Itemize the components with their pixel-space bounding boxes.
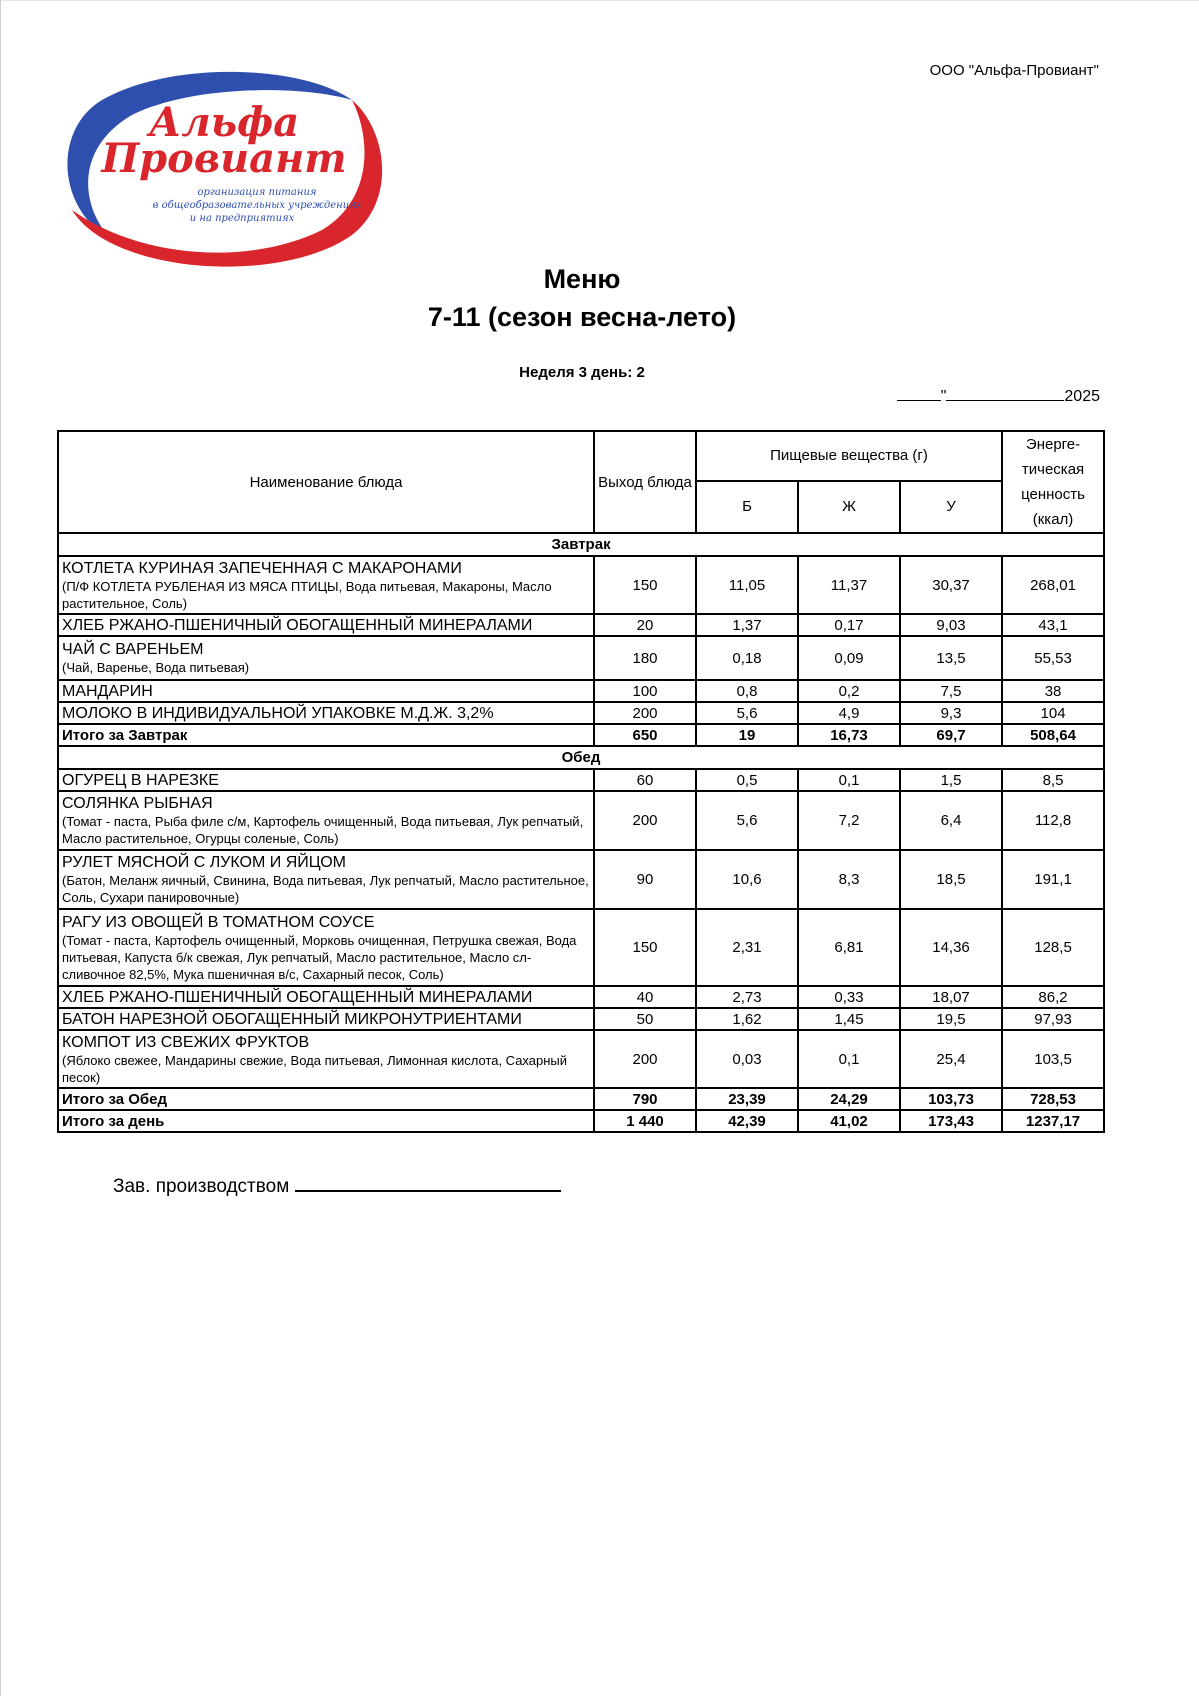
cell-protein: 5,6 [696, 791, 798, 850]
dish-composition: (Яблоко свежее, Мандарины свежие, Вода питьевая, Лимонная кислота, Сахарный песок) [62, 1052, 568, 1085]
cell-yield: 150 [594, 556, 696, 614]
total-label: Итого за день [58, 1110, 594, 1132]
cell-protein: 23,39 [696, 1088, 798, 1110]
dish-name: ЧАЙ С ВАРЕНЬЕМ [62, 641, 204, 658]
cell-yield: 20 [594, 614, 696, 636]
dish-name: РАГУ ИЗ ОВОЩЕЙ В ТОМАТНОМ СОУСЕ [62, 913, 375, 931]
cell-fat: 0,33 [798, 986, 900, 1008]
cell-energy: 86,2 [1002, 986, 1104, 1008]
company-name: ООО "Альфа-Провиант" [929, 62, 1099, 79]
cell-yield: 790 [594, 1088, 696, 1110]
cell-yield: 50 [594, 1008, 696, 1030]
dish-name: ХЛЕБ РЖАНО-ПШЕНИЧНЫЙ ОБОГАЩЕННЫЙ МИНЕРАЛАМИ [62, 616, 533, 634]
header-dish-name: Наименование блюда [58, 431, 594, 533]
cell-carbs: 103,73 [900, 1088, 1002, 1110]
cell-yield: 200 [594, 791, 696, 850]
page-subtitle: 7-11 (сезон весна-лето) [427, 302, 737, 332]
cell-protein: 0,03 [696, 1030, 798, 1088]
cell-energy: 103,5 [1002, 1030, 1104, 1088]
cell-carbs: 9,3 [900, 702, 1002, 724]
cell-carbs: 173,43 [900, 1110, 1002, 1132]
cell-protein: 0,5 [696, 769, 798, 791]
cell-yield: 90 [594, 850, 696, 909]
cell-fat: 7,2 [798, 791, 900, 850]
date-quote: " [940, 388, 947, 405]
table-row [58, 909, 1104, 986]
cell-fat: 24,29 [798, 1088, 900, 1110]
section-lunch: Обед [58, 746, 1104, 769]
cell-fat: 8,3 [798, 850, 900, 909]
table-row [58, 769, 1104, 791]
week-day-label: Неделя 3 день: 2 [519, 364, 645, 381]
dish-name: МОЛОКО В ИНДИВИДУАЛЬНОЙ УПАКОВКЕ М.Д.Ж. 3,2% [62, 704, 494, 722]
cell-protein: 42,39 [696, 1110, 798, 1132]
dish-composition: (Батон, Меланж яичный, Свинина, Вода питьевая, Лук репчатый, Масло растительное, Соль, Сухари панировочные) [62, 873, 589, 905]
cell-yield: 200 [594, 1030, 696, 1088]
cell-energy: 8,5 [1002, 769, 1104, 791]
dish-name: ХЛЕБ РЖАНО-ПШЕНИЧНЫЙ ОБОГАЩЕННЫЙ МИНЕРАЛАМИ [62, 988, 533, 1006]
cell-carbs: 6,4 [900, 791, 1002, 850]
cell-fat: 41,02 [798, 1110, 900, 1132]
header-carbs: У [900, 481, 1002, 533]
cell-energy: 43,1 [1002, 614, 1104, 636]
cell-carbs: 18,07 [900, 986, 1002, 1008]
cell-yield: 60 [594, 769, 696, 791]
cell-fat: 6,81 [798, 909, 900, 986]
table-row [58, 702, 1104, 724]
cell-energy: 104 [1002, 702, 1104, 724]
section-breakfast: Завтрак [58, 533, 1104, 556]
cell-protein: 5,6 [696, 702, 798, 724]
cell-fat: 16,73 [798, 724, 900, 746]
table-row [58, 680, 1104, 702]
dish-composition: (П/Ф КОТЛЕТА РУБЛЕНАЯ ИЗ МЯСА ПТИЦЫ, Вода питьевая, Макароны, Масло растительное, Соль) [62, 578, 552, 611]
cell-protein: 10,6 [696, 850, 798, 909]
logo-name-line2: Провиант [101, 135, 347, 182]
dish-name: БАТОН НАРЕЗНОЙ ОБОГАЩЕННЫЙ МИКРОНУТРИЕНТАМИ [62, 1010, 522, 1028]
cell-carbs: 18,5 [900, 850, 1002, 909]
table-row [58, 1008, 1104, 1030]
total-label: Итого за Обед [58, 1088, 594, 1110]
header-nutrients: Пищевые вещества (г) [696, 431, 1002, 481]
dish-name: КОТЛЕТА КУРИНАЯ ЗАПЕЧЕННАЯ С МАКАРОНАМИ [62, 559, 462, 577]
dish-name: МАНДАРИН [62, 682, 153, 700]
logo-tagline-1: организация питания [197, 187, 317, 198]
header-yield: Выход блюда [594, 431, 696, 533]
table-row [58, 791, 1104, 850]
table-row [58, 614, 1104, 636]
cell-protein: 19 [696, 724, 798, 746]
cell-yield: 650 [594, 724, 696, 746]
date-month-blank [946, 386, 1064, 401]
cell-yield: 100 [594, 680, 696, 702]
signature-line [295, 1170, 561, 1192]
dish-name: СОЛЯНКА РЫБНАЯ [62, 795, 213, 812]
cell-fat: 0,2 [798, 680, 900, 702]
cell-carbs: 7,5 [900, 680, 1002, 702]
date-day-blank [897, 386, 941, 401]
table-row [58, 1030, 1104, 1088]
page-title: Меню [543, 264, 621, 294]
cell-protein: 0,8 [696, 680, 798, 702]
cell-protein: 11,05 [696, 556, 798, 614]
cell-energy: 191,1 [1002, 850, 1104, 909]
dish-name: РУЛЕТ МЯСНОЙ С ЛУКОМ И ЯЙЦОМ [62, 854, 347, 871]
company-logo [52, 60, 392, 280]
cell-yield: 180 [594, 636, 696, 680]
dish-composition: (Томат - паста, Картофель очищенный, Морковь очищенная, Петрушка свежая, Вода питьевая, Капуста б/к свежая, Лук репчатый, Масло растительное, Масло сл-сливочное 82,5%, Мука пшеничная в/с, Сахарный песок, Соль) [62, 932, 577, 982]
logo-tagline-3: и на предприятиях [189, 213, 295, 224]
cell-energy: 508,64 [1002, 724, 1104, 746]
dish-composition: (Томат - паста, Рыба филе с/м, Картофель очищенный, Вода питьевая, Лук репчатый, Масло растительное, Огурцы соленые, Соль) [62, 814, 584, 846]
cell-carbs: 19,5 [900, 1008, 1002, 1030]
cell-fat: 1,45 [798, 1008, 900, 1030]
header-energy: Энерге-тическая ценность (ккал) [1002, 431, 1104, 533]
cell-energy: 728,53 [1002, 1088, 1104, 1110]
table-row [58, 636, 1104, 680]
cell-carbs: 25,4 [900, 1030, 1002, 1088]
header-protein: Б [696, 481, 798, 533]
dish-name: ОГУРЕЦ В НАРЕЗКЕ [62, 771, 219, 789]
cell-energy: 38 [1002, 680, 1104, 702]
cell-protein: 1,62 [696, 1008, 798, 1030]
cell-yield: 40 [594, 986, 696, 1008]
cell-energy: 112,8 [1002, 791, 1104, 850]
cell-carbs: 30,37 [900, 556, 1002, 614]
cell-fat: 0,1 [798, 769, 900, 791]
date-line [897, 386, 1100, 406]
cell-protein: 1,37 [696, 614, 798, 636]
cell-carbs: 69,7 [900, 724, 1002, 746]
logo-tagline-2: в общеобразовательных учреждениях [152, 200, 362, 211]
breakfast-total-row [58, 724, 1104, 746]
lunch-total-row [58, 1088, 1104, 1110]
signature-label: Зав. производством [113, 1176, 290, 1197]
cell-energy: 1237,17 [1002, 1110, 1104, 1132]
header-fat: Ж [798, 481, 900, 533]
cell-carbs: 13,5 [900, 636, 1002, 680]
table-row [58, 556, 1104, 614]
cell-protein: 2,31 [696, 909, 798, 986]
cell-fat: 0,1 [798, 1030, 900, 1088]
date-year: 2025 [1064, 388, 1100, 405]
menu-table [57, 430, 1105, 1133]
cell-fat: 4,9 [798, 702, 900, 724]
table-row [58, 986, 1104, 1008]
cell-energy: 268,01 [1002, 556, 1104, 614]
cell-fat: 11,37 [798, 556, 900, 614]
cell-energy: 97,93 [1002, 1008, 1104, 1030]
signature-block [113, 1170, 561, 1198]
cell-energy: 55,53 [1002, 636, 1104, 680]
cell-yield: 1 440 [594, 1110, 696, 1132]
cell-carbs: 14,36 [900, 909, 1002, 986]
total-label: Итого за Завтрак [58, 724, 594, 746]
dish-composition: (Чай, Варенье, Вода питьевая) [62, 660, 250, 675]
logo-name-line1: Альфа [148, 99, 300, 146]
cell-yield: 150 [594, 909, 696, 986]
cell-protein: 2,73 [696, 986, 798, 1008]
cell-yield: 200 [594, 702, 696, 724]
cell-carbs: 1,5 [900, 769, 1002, 791]
table-row [58, 850, 1104, 909]
cell-protein: 0,18 [696, 636, 798, 680]
cell-fat: 0,09 [798, 636, 900, 680]
cell-energy: 128,5 [1002, 909, 1104, 986]
day-total-row [58, 1110, 1104, 1132]
cell-carbs: 9,03 [900, 614, 1002, 636]
dish-name: КОМПОТ ИЗ СВЕЖИХ ФРУКТОВ [62, 1033, 310, 1051]
cell-fat: 0,17 [798, 614, 900, 636]
